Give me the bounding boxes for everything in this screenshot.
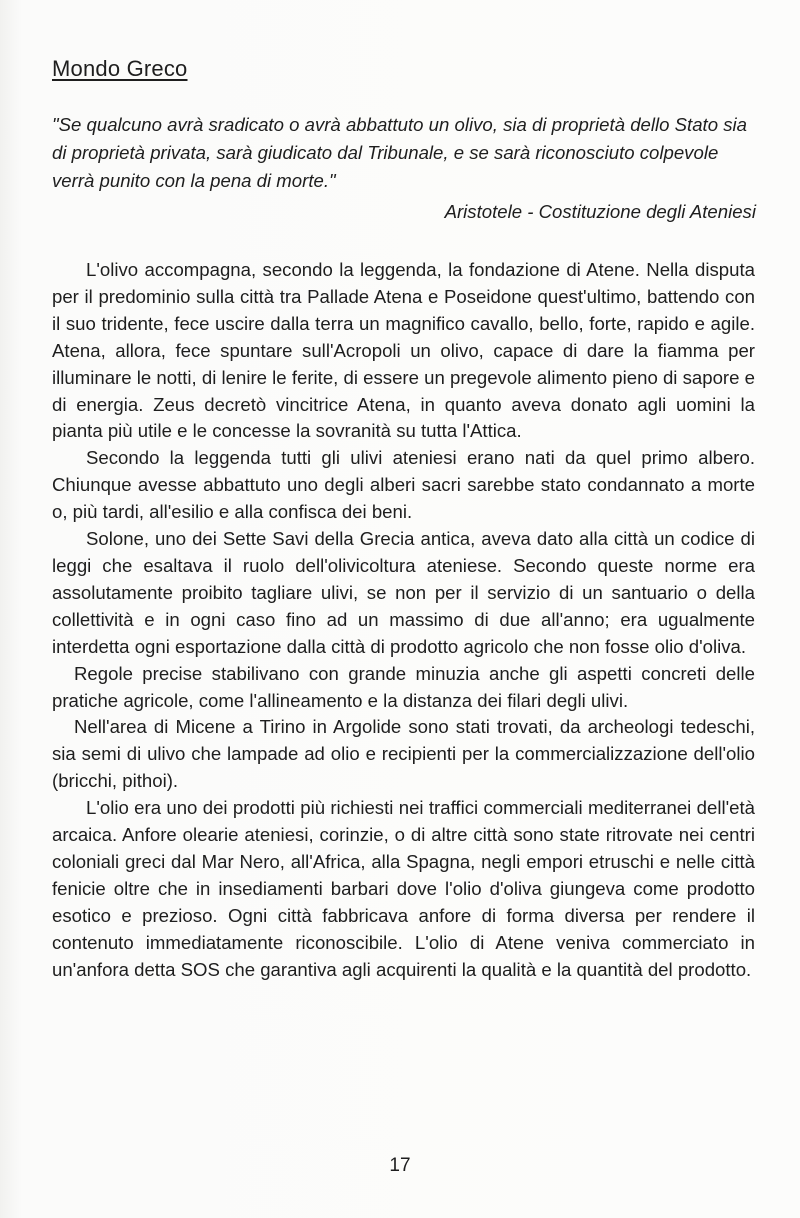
paragraph: Secondo la leggenda tutti gli ulivi ateniesi erano nati da quel primo albero. Chiunque avesse abbattuto uno degli alberi sacri sarebbe stato condannato a morte o, più tardi, all'esilio e alla confisca dei beni.	[52, 447, 755, 523]
section-title: Mondo Greco	[52, 56, 188, 81]
page-number: 17	[389, 1155, 411, 1176]
paragraph: L'olio era uno dei prodotti più richiesti nei traffici commerciali mediterranei dell'età arcaica. Anfore olearie ateniesi, corinzie, o di altre città sono state ritrovate nei centri coloniali greci dal Mar Nero, all'Africa, alla Spagna, negli empori etruschi e nelle città fenicie oltre che in insediamenti barbari dove l'olio d'oliva giungeva come prodotto esotico e prezioso. Ogni città fabbricava anfore di forma diversa per rendere il contenuto immediatamente riconoscibile. L'olio di Atene veniva commerciato in un'anfora detta SOS che garantiva agli acquirenti la qualità e la quantità del prodotto.	[52, 797, 755, 980]
epigraph-quote: "Se qualcuno avrà sradicato o avrà abbattuto un olivo, sia di proprietà dello Stato sia di proprietà privata, sarà giudicato dal Tribunale, e se sarà riconosciuto colpevole verrà punito con la pena di morte."	[52, 114, 747, 191]
paragraph: L'olivo accompagna, secondo la leggenda, la fondazione di Atene. Nella disputa per il predominio sulla città tra Pallade Atena e Poseidone quest'ultimo, battendo con il suo tridente, fece uscire dalla terra un magnifico cavallo, bello, forte, rapido e agile. Atena, allora, fece spuntare sull'Acropoli un olivo, capace di dare la fiamma per illuminare le notti, di lenire le ferite, di essere un pregevole alimento pieno di sapore e di energia. Zeus decretò vincitrice Atena, in quanto aveva donato agli uomini la pianta più utile e le concesse la sovranità su tutta l'Attica.	[52, 259, 755, 442]
paragraph: Solone, uno dei Sette Savi della Grecia antica, aveva dato alla città un codice di leggi che esaltava il ruolo dell'olivicoltura ateniese. Secondo queste norme era assolutamente proibito tagliare ulivi, se non per il servizio di un santuario o della collettività e in ogni caso fino ad un massimo di due all'anno; era ugualmente interdetta ogni esportazione dalla città di prodotto agricolo che non fosse olio d'oliva.	[52, 528, 755, 657]
paragraph: Nell'area di Micene a Tirino in Argolide sono stati trovati, da archeologi tedeschi, sia semi di ulivo che lampade ad olio e recipienti per la commercializzazione dell'olio (bricchi, pithoi).	[52, 716, 755, 792]
epigraph-attribution: Aristotele - Costituzione degli Ateniesi	[444, 201, 756, 222]
paragraph: Regole precise stabilivano con grande minuzia anche gli aspetti concreti delle pratiche agricole, come l'allineamento e la distanza dei filari degli ulivi.	[52, 662, 755, 711]
body-text	[52, 257, 755, 983]
